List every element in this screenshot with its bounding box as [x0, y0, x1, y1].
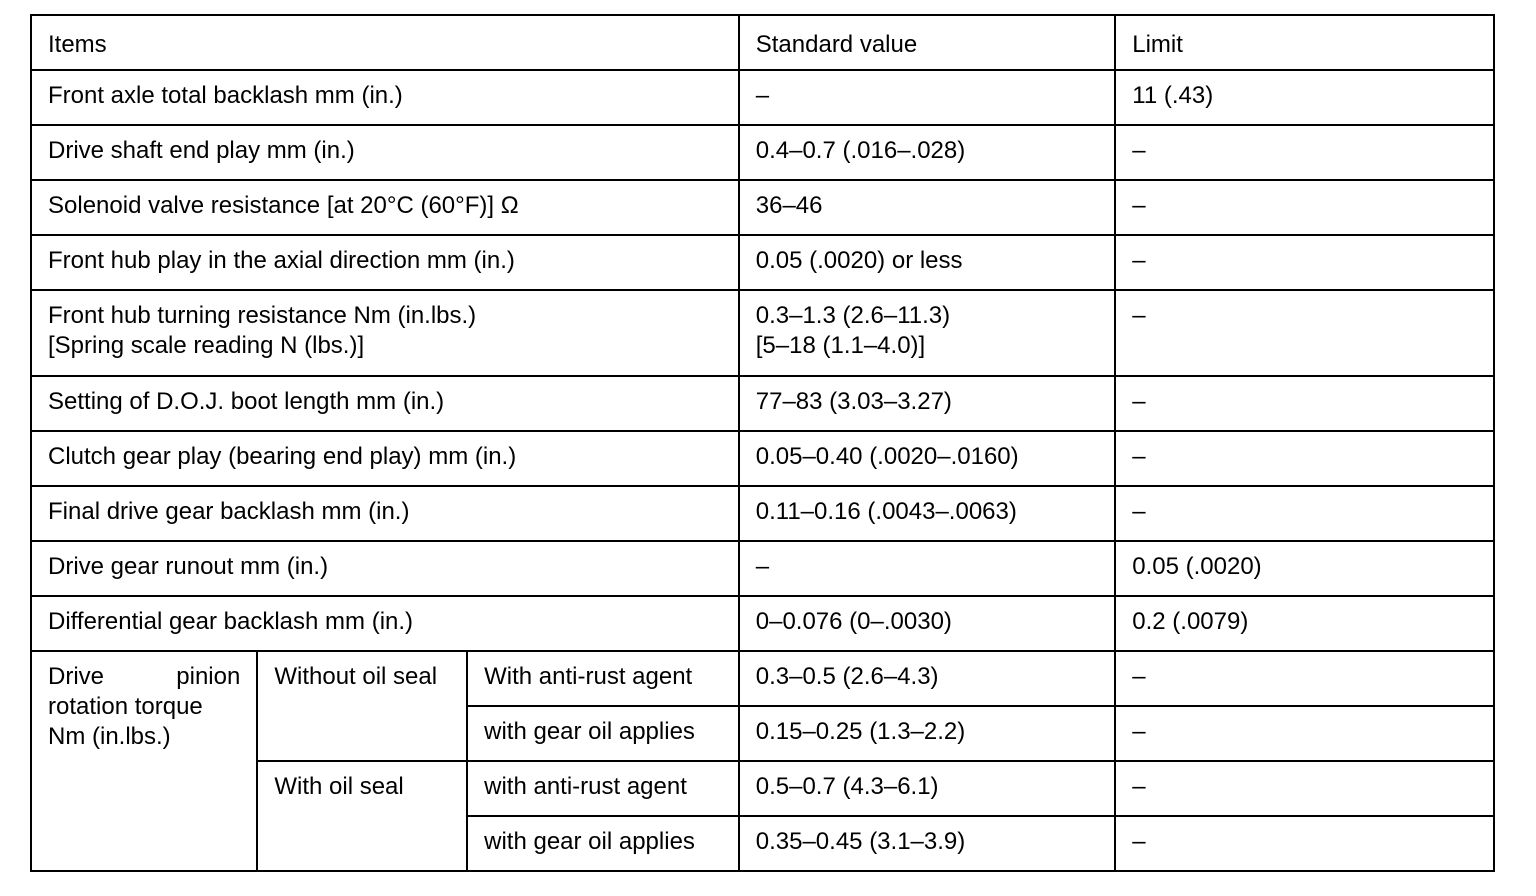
standard-value-cell: 0–0.076 (0–.0030) [739, 596, 1116, 651]
item-cell [31, 290, 739, 376]
table-row [31, 431, 1494, 486]
standard-value-cell: 77–83 (3.03–3.27) [739, 376, 1116, 431]
header-standard-value: Standard value [739, 15, 1116, 70]
standard-value-cell: 0.05–0.40 (.0020–.0160) [739, 431, 1116, 486]
condition-cell: with gear oil applies [467, 816, 739, 871]
limit-cell: – [1115, 290, 1494, 376]
limit-cell: – [1115, 486, 1494, 541]
standard-value-cell: 0.3–0.5 (2.6–4.3) [739, 651, 1116, 706]
item-cell: Final drive gear backlash mm (in.) [31, 486, 739, 541]
item-cell: Clutch gear play (bearing end play) mm (in.) [31, 431, 739, 486]
specifications-table [30, 14, 1495, 872]
standard-value-cell: 0.05 (.0020) or less [739, 235, 1116, 290]
standard-value-line: [5–18 (1.1–4.0)] [755, 332, 926, 359]
limit-cell: 0.05 (.0020) [1115, 541, 1494, 596]
without-oil-seal-cell: Without oil seal [257, 651, 467, 761]
condition-cell: with gear oil applies [467, 706, 739, 761]
item-cell: Front hub play in the axial direction mm (in.) [31, 235, 739, 290]
limit-cell: – [1115, 125, 1494, 180]
table-row [31, 651, 1494, 706]
item-cell: Setting of D.O.J. boot length mm (in.) [31, 376, 739, 431]
standard-value-cell: 0.35–0.45 (3.1–3.9) [739, 816, 1116, 871]
standard-value-cell: – [739, 541, 1116, 596]
limit-cell: – [1115, 706, 1494, 761]
item-line: Front hub turning resistance Nm (in.lbs.) [48, 302, 477, 329]
limit-cell: – [1115, 761, 1494, 816]
limit-cell: – [1115, 235, 1494, 290]
item-line: Drive pinion [48, 663, 241, 690]
limit-cell: 11 (.43) [1115, 70, 1494, 125]
limit-cell: 0.2 (.0079) [1115, 596, 1494, 651]
standard-value-cell [739, 290, 1116, 376]
with-oil-seal-cell: With oil seal [257, 761, 467, 871]
standard-value-cell: 0.5–0.7 (4.3–6.1) [739, 761, 1116, 816]
standard-value-cell: 0.4–0.7 (.016–.028) [739, 125, 1116, 180]
item-cell: Front axle total backlash mm (in.) [31, 70, 739, 125]
table-row [31, 541, 1494, 596]
item-line: rotation torque [48, 693, 203, 720]
item-line: [Spring scale reading N (lbs.)] [48, 332, 365, 359]
table-row [31, 596, 1494, 651]
header-row [31, 15, 1494, 70]
item-cell: Drive shaft end play mm (in.) [31, 125, 739, 180]
limit-cell: – [1115, 431, 1494, 486]
table-row [31, 70, 1494, 125]
item-cell: Drive gear runout mm (in.) [31, 541, 739, 596]
standard-value-cell: 0.15–0.25 (1.3–2.2) [739, 706, 1116, 761]
header-limit: Limit [1115, 15, 1494, 70]
header-items: Items [31, 15, 739, 70]
limit-cell: – [1115, 180, 1494, 235]
item-line: Nm (in.lbs.) [48, 723, 171, 750]
item-cell: Solenoid valve resistance [at 20°C (60°F)] Ω [31, 180, 739, 235]
table-row [31, 125, 1494, 180]
standard-value-cell: – [739, 70, 1116, 125]
limit-cell: – [1115, 651, 1494, 706]
limit-cell: – [1115, 376, 1494, 431]
table-row [31, 376, 1494, 431]
table-row [31, 180, 1494, 235]
item-cell: Differential gear backlash mm (in.) [31, 596, 739, 651]
condition-cell: with anti-rust agent [467, 761, 739, 816]
condition-cell: With anti-rust agent [467, 651, 739, 706]
limit-cell: – [1115, 816, 1494, 871]
standard-value-cell: 36–46 [739, 180, 1116, 235]
table-row [31, 235, 1494, 290]
table-row [31, 486, 1494, 541]
drive-pinion-rotation-torque-label [31, 651, 257, 871]
table-row [31, 290, 1494, 376]
standard-value-cell: 0.11–0.16 (.0043–.0063) [739, 486, 1116, 541]
standard-value-line: 0.3–1.3 (2.6–11.3) [755, 302, 951, 329]
